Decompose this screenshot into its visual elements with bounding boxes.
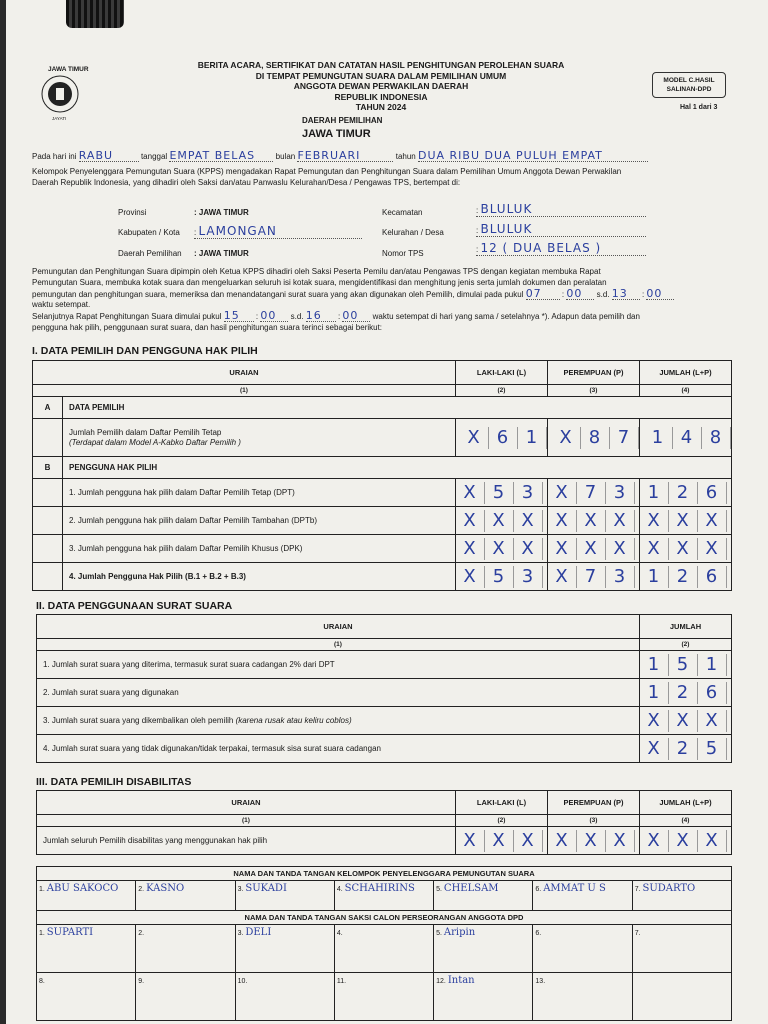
kpps-signature-cell: 5. CHELSAM [434, 881, 533, 911]
s2-row1-value [640, 651, 732, 679]
header-line-4: REPUBLIK INDONESIA [334, 91, 428, 102]
b1-perempuan [548, 479, 640, 507]
digit-box: X [548, 510, 577, 532]
kpps-signature-cell: 6. AMMAT U S [533, 881, 632, 911]
b4-jumlah [640, 563, 732, 591]
digit-box: X [548, 566, 577, 588]
hari-value: RABU [79, 150, 139, 162]
digit-box: 2 [669, 682, 698, 704]
section-1-title: I. DATA PEMILIH DAN PENGGUNA HAK PILIH [32, 345, 258, 357]
digit-box: X [514, 538, 543, 560]
digit-box: X [669, 538, 698, 560]
saksi-signature-cell: 4. [334, 925, 433, 973]
digit-box: X [456, 538, 485, 560]
digit-box: X [456, 566, 485, 588]
surat-suara-table: URAIAN JUMLAH (1) (2) 1. Jumlah surat suara yang diterima, termasuk surat suara cadangan 2% dari DPT 1 5 1 2. Jumlah surat suara yang digunakan 1 2 6 3. Jumlah surat suara yang dikembalikan oleh pemilih (karena rusak atau keliru coblos) X X X 4. Jumlah surat suara yang tidak digunakan/tidak terpakai, termasuk sisa surat suara cadangan X 2 5 [36, 614, 732, 763]
digit-box: X [669, 710, 698, 732]
digit-box: X [577, 510, 606, 532]
b3-laki [456, 535, 548, 563]
s2-row2-value [640, 679, 732, 707]
saksi-signature-cell: 6. [533, 925, 632, 973]
kpps-signature-name: SUDARTO [642, 883, 696, 894]
saksi-signature-cell: 10. [235, 973, 334, 1021]
kpps-signature-name: SCHAHIRINS [344, 883, 415, 894]
kelurahan-value: : BLULUK [476, 222, 646, 237]
digit-box: 2 [669, 566, 698, 588]
digit-box: X [698, 830, 727, 852]
header-line-1: BERITA ACARA, SERTIFIKAT DAN CATATAN HASIL PENGHITUNGAN PEROLEHAN SUARA [197, 60, 565, 70]
b2-perempuan [548, 507, 640, 535]
digit-box: 5 [485, 482, 514, 504]
disabilitas-table: URAIAN LAKI-LAKI (L) PEREMPUAN (P) JUMLAH (L+P) (1) (2) (3) (4) Jumlah seluruh Pemilih disabilitas yang menggunakan hak pilih X X X X X X X X X [36, 790, 732, 855]
digit-box: 3 [606, 482, 635, 504]
tps-value: : 12 ( DUA BELAS ) [476, 241, 646, 256]
digit-box: 6 [698, 682, 727, 704]
digit-box: X [577, 830, 606, 852]
digit-box: 3 [514, 566, 543, 588]
region-title: JAWA TIMUR [302, 128, 371, 140]
kpps-signature-cell: 4. SCHAHIRINS [334, 881, 433, 911]
daerah-title: DAERAH PEMILIHAN [302, 116, 383, 125]
digit-box: X [640, 710, 669, 732]
digit-box: X [514, 510, 543, 532]
dapil-value: : JAWA TIMUR [194, 249, 249, 258]
b1-jumlah [640, 479, 732, 507]
digit-box: X [548, 830, 577, 852]
digit-box: X [698, 710, 727, 732]
date-line: Pada hari ini RABU tanggal EMPAT BELAS bulan FEBRUARI tahun DUA RIBU DUA PULUH EMPAT [32, 150, 752, 162]
digit-box: X [698, 510, 727, 532]
digit-box: 1 [640, 654, 669, 676]
dpt-laki-value [456, 419, 548, 457]
selanjutnya-line: Selanjutnya Rapat Penghitungan Suara dimulai pukul 15 : 00 s.d. 16 : 00 waktu setempat di hari yang sama / setelahnya *). Adapun data pemilih dan [32, 309, 640, 322]
digit-box: 3 [514, 482, 543, 504]
model-badge: MODEL C.HASIL SALINAN-DPD [652, 72, 726, 98]
saksi-signature-cell: 7. [632, 925, 731, 973]
dpt-perempuan-value [548, 419, 640, 457]
digit-box: 6 [698, 566, 727, 588]
digit-box: X [456, 830, 485, 852]
header-line-5: TAHUN 2024 [355, 102, 407, 112]
digit-box: 7 [610, 427, 639, 449]
b3-jumlah [640, 535, 732, 563]
s2-row3-value [640, 707, 732, 735]
s2-row3-label: 3. Jumlah surat suara yang dikembalikan oleh pemilih (karena rusak atau keliru coblos) [37, 707, 640, 735]
kpps-signature-cell: 2. KASNO [136, 881, 235, 911]
kpps-signature-cell: 1. ABU SAKOCO [37, 881, 136, 911]
digit-box: X [485, 510, 514, 532]
kecamatan-value: : BLULUK [476, 202, 646, 217]
digit-box: X [485, 830, 514, 852]
digit-box: 1 [518, 427, 547, 449]
saksi-signature-cell [632, 973, 731, 1021]
tahun-value: DUA RIBU DUA PULUH EMPAT [418, 150, 648, 162]
digit-box: X [552, 427, 581, 449]
digit-box: X [640, 738, 669, 760]
digit-box: X [548, 538, 577, 560]
tanggal-value: EMPAT BELAS [169, 150, 273, 162]
bulan-value: FEBRUARI [297, 150, 393, 162]
digit-box: 7 [577, 566, 606, 588]
intro-paragraph: Kelompok Penyelenggara Pemungutan Suara (KPPS) mengadakan Rapat Pemungutan dan Penghitungan Suara dalam Pemilihan Umum Anggota Dewan Perwakilan [32, 167, 622, 176]
header-line-3: ANGGOTA DEWAN PERWAKILAN DAERAH [293, 81, 469, 91]
kpu-logo [36, 62, 106, 124]
b3-perempuan [548, 535, 640, 563]
saksi-signature-name: SUPARTI [46, 927, 94, 938]
digit-box: 2 [669, 482, 698, 504]
dpt-jumlah-value [640, 419, 732, 457]
digit-box: X [640, 830, 669, 852]
provinsi-value: : JAWA TIMUR [194, 208, 249, 217]
digit-box: 5 [698, 738, 727, 760]
kpps-signature-cell: 3. SUKADI [235, 881, 334, 911]
pemilih-table: URAIAN LAKI-LAKI (L) PEREMPUAN (P) JUMLAH (L+P) (1) (2) (3) (4) A DATA PEMILIH Jumlah Pemilih dalam Daftar Pemilih Tetap (Terdapat dalam Model A-Kabko Daftar Pemilih ) X 6 1 X 8 7 1 4 8 B PENGGUNA HAK PILIH 1. Jumlah pengguna hak pilih dalam Daftar Pemilih Tetap (DPT) X 5 3 X 7 3 1 2 6 2. Jumlah pengguna hak pilih dalam Daftar Pemilih Tambahan (DPTb) X X X X X X X X X 3. Jumlah pengguna hak pilih dalam Daftar Pemilih Khusus (DPK) X X X X X X X X X 4. Jumlah Pengguna Hak Pilih (B.1 + B.2 + B.3) X 5 3 X 7 3 1 2 6 [32, 360, 732, 591]
kpps-signature-cell: 7. SUDARTO [632, 881, 731, 911]
dpt-label: Jumlah Pemilih dalam Daftar Pemilih Tetap (Terdapat dalam Model A-Kabko Daftar Pemilih ) [63, 419, 456, 457]
document-page: JAWA TIMUR JAYATI BERITA ACARA, SERTIFIKAT DAN CATATAN HASIL PENGHITUNGAN PEROLEHAN SUARA DI TEMPAT PEMUNGUTAN SUARA DALAM PEMILIHAN UMUM ANGGOTA DEWAN PERWAKILAN DAERAH REPUBLIK INDONESIA TAHUN 2024 MODEL C.HASIL SALINAN-DPD Hal 1 dari 3 DAERAH PEMILIHAN JAWA TIMUR Pada hari ini RABU tanggal EMPAT BELAS bulan FEBRUARI tahun DUA RIBU DUA PULUH EMPAT Kelompok Penyelenggara Pemungutan Suara (KPPS) mengadakan Rapat Pemungutan dan Penghitungan Suara dalam Pemilihan Umum Anggota Dewan Perwakilan Daerah Republik Indonesia, yang dihadiri oleh Saksi dan/atau Panwaslu Kelurahan/Desa / Pengawas TPS, bertempat di: Provinsi : JAWA TIMUR Kabupaten / Kota : LAMONGAN Daerah Pemilihan : JAWA TIMUR Kecamatan : BLULUK Kelurahan / Desa : BLULUK Nomor TPS : 12 ( DUA BELAS ) Pemungutan dan Penghitungan Suara dipimpin oleh Ketua KPPS dihadiri oleh Saksi Peserta Pemilu dan/atau Pengawas TPS dengan kegiatan membuka Rapat Pemungutan Suara, membuka kotak suara dan mengeluarkan seluruh isi kotak suara, mengidentifikasi dan menghitung jenis serta jumlah dokumen dan peralatan pemungutan dan penghitungan suara, memeriksa dan menandatangani surat suara yang akan digunakan oleh Pemilih, dimulai pada pukul 07 : 00 s.d. 13 : 00 waktu setempat. Selanjutnya Rapat Penghitungan Suara dimulai pukul 15 : 00 s.d. 16 : 00 waktu setempat di hari yang sama / setelahnya *). Adapun data pemilih dan pengguna hak pilih, penggunaan surat suara, dan hasil penghitungan suara terinci sebagai berikut: I. DATA PEMILIH DAN PENGGUNA HAK PILIH URAIAN LAKI-LAKI (L) PEREMPUAN (P) JUMLAH (L+P) (1) (2) (3) (4) A DATA PEMILIH Jumlah Pemilih dalam Daftar Pemilih Tetap (Terdapat dalam Model A-Kabko Daftar Pemilih ) X 6 1 X 8 7 1 4 8 B PENGGUNA HAK PILIH 1. Jumlah pengguna hak pilih dalam Daftar Pemilih Tetap (DPT) X 5 3 X 7 3 1 2 6 2. Jumlah pengguna hak pilih dalam Daftar Pemilih Tambahan (DPTb) X X X X X X X X X 3. Jumlah pengguna hak pilih dalam Daftar Pemilih Khusus (DPK) X X X X X X X X X 4. Jumlah Pengguna Hak Pilih (B.1 + B.2 + B.3) X 5 3 X 7 3 1 2 6 II. DATA PENGGUNAAN SURAT SUARA URAIAN JUMLAH (1) (2) 1. Jumlah surat suara yang diterima, termasuk surat suara cadangan 2% dari DPT 1 5 1 2. Jumlah surat suara yang digunakan 1 2 6 3. Jumlah surat suara yang dikembalikan oleh pemilih (karena rusak atau keliru coblos) X X X 4. Jumlah surat suara yang tidak digunakan/tidak terpakai, termasuk sisa surat suara cadangan X 2 5 III. DATA PEMILIH DISABILITAS URAIAN LAKI-LAKI (L) PEREMPUAN (P) JUMLAH (L+P) (1) (2) (3) (4) Jumlah seluruh Pemilih disabilitas yang menggunakan hak pilih X X X X X X X X X NAMA DAN TANDA TANGAN KELOMPOK PENYELENGGARA PEMUNGUTAN SUARA 1. ABU SAKOCO 2. KASNO 3. SUKADI 4. SCHAHIRINS 5. CHELSAM 6. AMMAT U S 7. SUDARTO NAMA DAN TANDA TANGAN SAKSI CALON PERSEORANGAN ANGGOTA DPD 1. SUPARTI 2. 3. DELI 4. 5. Aripin 6. 7. 8. 9. 10. 11. 12. Intan 13. [6, 0, 768, 1024]
saksi-signature-cell: 3. DELI [235, 925, 334, 973]
logo-motto: JAYATI [52, 116, 67, 121]
document-header [146, 60, 616, 113]
signature-table: NAMA DAN TANDA TANGAN KELOMPOK PENYELENGGARA PEMUNGUTAN SUARA 1. ABU SAKOCO 2. KASNO 3. SUKADI 4. SCHAHIRINS 5. CHELSAM 6. AMMAT U S 7. SUDARTO NAMA DAN TANDA TANGAN SAKSI CALON PERSEORANGAN ANGGOTA DPD 1. SUPARTI 2. 3. DELI 4. 5. Aripin 6. 7. 8. 9. 10. 11. 12. Intan 13. [36, 866, 732, 1021]
saksi-signature-name: Aripin [443, 927, 476, 938]
b4-perempuan [548, 563, 640, 591]
intro-paragraph-2: Daerah Republik Indonesia, yang dihadiri oleh Saksi dan/atau Panwaslu Kelurahan/Desa / Pengawas TPS, bertempat di: [32, 178, 461, 187]
digit-box: 1 [640, 482, 669, 504]
b4-laki [456, 563, 548, 591]
digit-box: 1 [644, 427, 673, 449]
digit-box: X [698, 538, 727, 560]
digit-box: X [640, 510, 669, 532]
disabilitas-perempuan [548, 827, 640, 855]
digit-box: X [460, 427, 489, 449]
disabilitas-jumlah [640, 827, 732, 855]
digit-box: 6 [489, 427, 518, 449]
saksi-signature-name: Intan [447, 975, 475, 986]
digit-box: X [485, 538, 514, 560]
digit-box: X [514, 830, 543, 852]
binder-clip [66, 0, 124, 28]
page-indicator: Hal 1 dari 3 [680, 104, 718, 111]
saksi-signature-cell: 11. [334, 973, 433, 1021]
saksi-signature-cell: 8. [37, 973, 136, 1021]
digit-box: X [606, 510, 635, 532]
saksi-signature-cell: 5. Aripin [434, 925, 533, 973]
saksi-signature-cell: 1. SUPARTI [37, 925, 136, 973]
digit-box: X [669, 830, 698, 852]
kpps-signature-name: AMMAT U S [543, 883, 606, 894]
digit-box: 7 [577, 482, 606, 504]
kpps-signature-name: CHELSAM [443, 883, 499, 894]
digit-box: 5 [669, 654, 698, 676]
section-2-title: II. DATA PENGGUNAAN SURAT SUARA [36, 600, 233, 612]
digit-box: 2 [669, 738, 698, 760]
disabilitas-laki [456, 827, 548, 855]
s2-row4-value [640, 735, 732, 763]
kabupaten-value: : LAMONGAN [194, 224, 362, 239]
digit-box: X [456, 510, 485, 532]
digit-box: X [577, 538, 606, 560]
b2-laki [456, 507, 548, 535]
section-3-title: III. DATA PEMILIH DISABILITAS [36, 776, 192, 788]
digit-box: X [606, 538, 635, 560]
digit-box: X [606, 830, 635, 852]
digit-box: 1 [640, 682, 669, 704]
saksi-signature-cell: 2. [136, 925, 235, 973]
digit-box: X [456, 482, 485, 504]
digit-box: 1 [698, 654, 727, 676]
header-line-2: DI TEMPAT PEMUNGUTAN SUARA DALAM PEMILIHAN UMUM [255, 70, 507, 81]
digit-box: 6 [698, 482, 727, 504]
kpps-signature-name: KASNO [146, 883, 185, 894]
digit-box: X [640, 538, 669, 560]
kpps-signature-name: ABU SAKOCO [46, 883, 119, 894]
digit-box: X [669, 510, 698, 532]
saksi-signature-name: DELI [245, 927, 272, 938]
digit-box: 1 [640, 566, 669, 588]
saksi-signature-cell: 13. [533, 973, 632, 1021]
digit-box: 8 [581, 427, 610, 449]
digit-box: 4 [673, 427, 702, 449]
digit-box: 5 [485, 566, 514, 588]
digit-box: 3 [606, 566, 635, 588]
digit-box: X [548, 482, 577, 504]
b2-jumlah [640, 507, 732, 535]
saksi-signature-cell: 9. [136, 973, 235, 1021]
kpps-signature-name: SUKADI [245, 883, 287, 894]
logo-text: JAWA TIMUR [48, 66, 89, 73]
saksi-signature-cell: 12. Intan [434, 973, 533, 1021]
digit-box: 8 [702, 427, 731, 449]
dimulai-line: pemungutan dan penghitungan suara, memeriksa dan menandatangani surat suara yang akan digunakan oleh Pemilih, dimulai pada pukul 07 : 00 s.d. 13 : 00 [32, 288, 762, 300]
b1-laki [456, 479, 548, 507]
